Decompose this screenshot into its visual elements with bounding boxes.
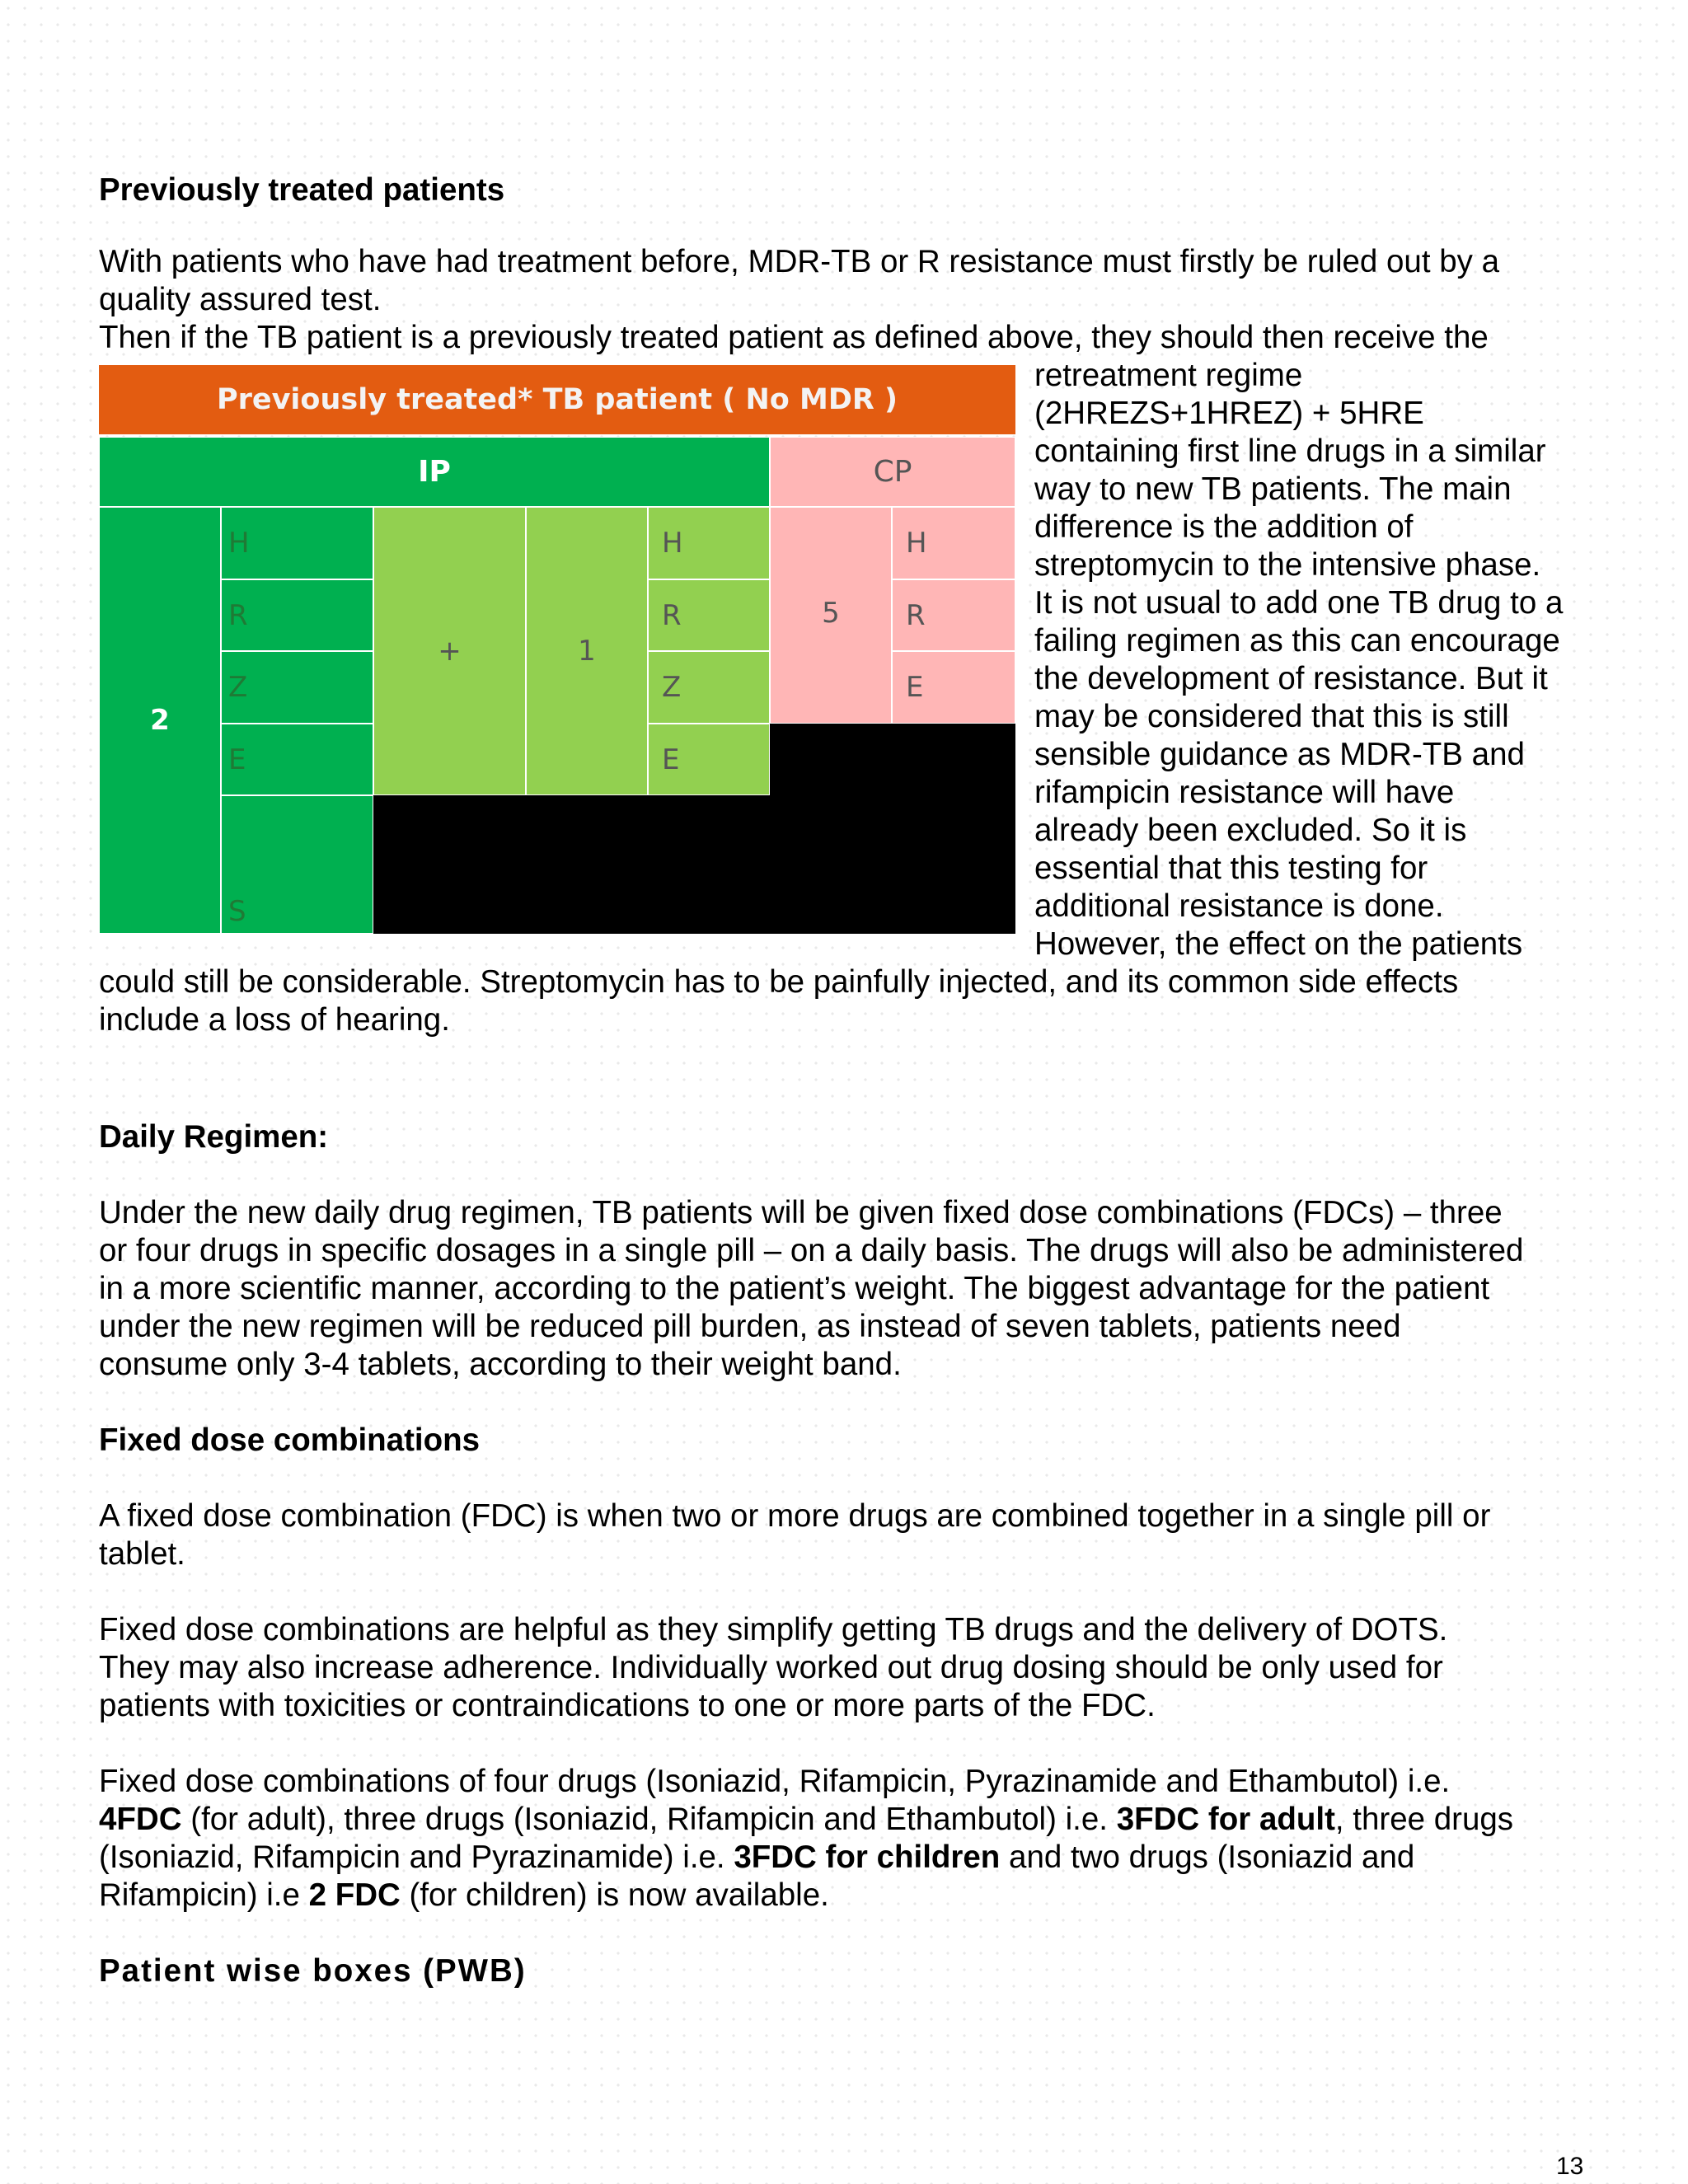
wrap-line: However, the effect on the patients <box>1034 926 1523 962</box>
paragraph-line <box>99 1839 1414 1877</box>
paragraph-line: under the new regimen will be reduced pill burden, as instead of seven tablets, patients need <box>99 1309 1401 1344</box>
paragraph-line: Fixed dose combinations are helpful as they simplify getting TB drugs and the delivery of DOTS. <box>99 1612 1448 1647</box>
wrap-line: containing first line drugs in a similar <box>1034 434 1546 469</box>
wrap-line: additional resistance is done. <box>1034 888 1444 924</box>
ip-drug-h: H <box>221 507 373 579</box>
wrap-line: It is not usual to add one TB drug to a <box>1034 585 1564 621</box>
wrap-line: the development of resistance. But it <box>1034 661 1548 696</box>
heading-fixed-dose: Fixed dose combinations <box>99 1422 481 1458</box>
paragraph-line <box>99 1877 829 1915</box>
paragraph-line: consume only 3-4 tablets, according to their weight band. <box>99 1347 902 1382</box>
cp-header: CP <box>770 437 1015 507</box>
fdc-term: 3FDC for children <box>734 1840 1001 1875</box>
paragraph-line: quality assured test. <box>99 282 382 317</box>
paragraph-line: could still be considerable. Streptomycin has to be painfully injected, and its common side effects <box>99 964 1459 1000</box>
wrap-line: (2HREZS+1HREZ) + 5HRE <box>1034 396 1424 431</box>
paragraph-line: With patients who have had treatment before, MDR-TB or R resistance must firstly be ruled out by a <box>99 244 1500 279</box>
paragraph-line: or four drugs in specific dosages in a single pill – on a daily basis. The drugs will also be administered <box>99 1233 1524 1268</box>
heading-daily-regimen: Daily Regimen: <box>99 1119 329 1155</box>
heading-patient-wise-boxes: Patient wise boxes (PWB) <box>99 1953 527 1989</box>
cp-drug-h: H <box>892 507 1015 579</box>
wrap-line: difference is the addition of <box>1034 509 1414 545</box>
cp-drug-r: R <box>892 579 1015 651</box>
empty-block <box>373 795 1015 934</box>
wrap-line: rifampicin resistance will have <box>1034 775 1455 810</box>
page-number: 13 <box>1556 2153 1584 2180</box>
cp-duration: 5 <box>770 507 892 724</box>
paragraph-line: A fixed dose combination (FDC) is when two or more drugs are combined together in a single pill or <box>99 1498 1491 1534</box>
wrap-line: retreatment regime <box>1034 358 1303 393</box>
paragraph-line <box>99 1801 1513 1839</box>
text-span: (for children) is now available. <box>400 1877 829 1913</box>
paragraph-line: include a loss of hearing. <box>99 1002 450 1038</box>
ext-drug-z: Z <box>648 651 770 724</box>
wrap-line: essential that this testing for <box>1034 851 1428 886</box>
wrap-line: sensible guidance as MDR-TB and <box>1034 737 1525 772</box>
text-span: (for adult), three drugs (Isoniazid, Rifampicin and Ethambutol) i.e. <box>181 1802 1117 1837</box>
wrap-line: already been excluded. So it is <box>1034 813 1467 848</box>
figure-title-banner: Previously treated* TB patient ( No MDR ) <box>99 365 1015 434</box>
text-span: , three drugs <box>1334 1802 1514 1837</box>
cp-drug-e: E <box>892 651 1015 724</box>
paragraph-line: Then if the TB patient is a previously treated patient as defined above, they should then receive the <box>99 320 1489 355</box>
paragraph-line: patients with toxicities or contraindications to one or more parts of the FDC. <box>99 1688 1156 1723</box>
paragraph-line: tablet. <box>99 1536 185 1572</box>
ext-drug-e: E <box>648 724 770 795</box>
fdc-term: 3FDC for adult <box>1116 1802 1335 1837</box>
ip-drug-e: E <box>221 724 373 795</box>
fdc-term: 2 FDC <box>308 1877 401 1913</box>
paragraph-line: Under the new daily drug regimen, TB patients will be given fixed dose combinations (FDCs) – three <box>99 1195 1503 1230</box>
ext-drug-h: H <box>648 507 770 579</box>
text-span: (Isoniazid, Rifampicin and Pyrazinamide) i.e. <box>99 1840 734 1875</box>
ip-drug-z: Z <box>221 651 373 724</box>
wrap-line: streptomycin to the intensive phase. <box>1034 547 1541 583</box>
ip-duration: 2 <box>99 507 221 934</box>
retreatment-regimen-figure <box>99 365 1015 934</box>
wrap-line: way to new TB patients. The main <box>1034 471 1512 507</box>
ip-header: IP <box>99 437 770 507</box>
heading-previously-treated: Previously treated patients <box>99 172 505 208</box>
plus-sign: + <box>373 507 526 795</box>
text-span: Rifampicin) i.e <box>99 1877 309 1913</box>
ext-duration: 1 <box>526 507 648 795</box>
empty-block <box>770 724 1015 795</box>
ext-drug-r: R <box>648 579 770 651</box>
ip-drug-s: S <box>221 795 373 934</box>
wrap-line: may be considered that this is still <box>1034 699 1509 734</box>
fdc-term: 4FDC <box>99 1802 182 1837</box>
wrap-line: failing regimen as this can encourage <box>1034 623 1560 658</box>
paragraph-line: They may also increase adherence. Individually worked out drug dosing should be only used for <box>99 1650 1443 1685</box>
text-span: and two drugs (Isoniazid and <box>1000 1840 1415 1875</box>
paragraph-line: in a more scientific manner, according to the patient’s weight. The biggest advantage for the patient <box>99 1271 1490 1306</box>
ip-drug-r: R <box>221 579 373 651</box>
paragraph-line: Fixed dose combinations of four drugs (Isoniazid, Rifampicin, Pyrazinamide and Ethambutol) i.e. <box>99 1764 1451 1799</box>
